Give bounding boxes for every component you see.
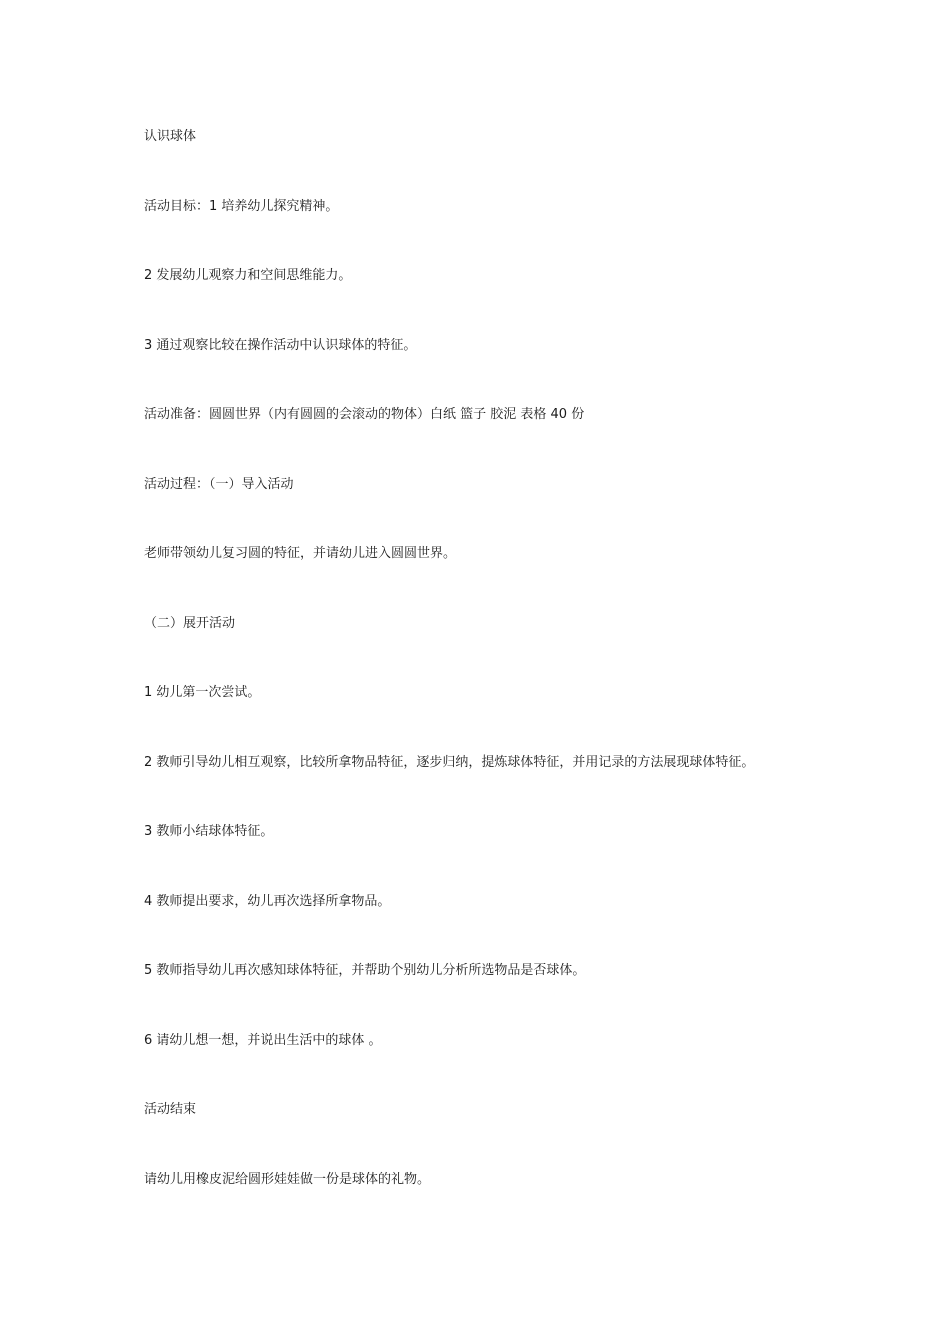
paragraph-step-6: 6 请幼儿想一想，并说出生活中的球体 。 bbox=[144, 1033, 382, 1048]
paragraph-step-3: 3 教师小结球体特征。 bbox=[144, 824, 274, 839]
paragraph-step-2: 2 教师引导幼儿相互观察，比较所拿物品特征，逐步归纳，提炼球体特征，并用记录的方法展现球体特征。 bbox=[144, 755, 755, 770]
paragraph-step-1: 1 幼儿第一次尝试。 bbox=[144, 685, 261, 700]
paragraph-process-intro: 活动过程：（一）导入活动 bbox=[144, 477, 294, 492]
paragraph-preparation: 活动准备：圆圆世界（内有圆圆的会滚动的物体）白纸 篮子 胶泥 表格 40 份 bbox=[144, 407, 585, 422]
document-title: 认识球体 bbox=[144, 129, 197, 144]
paragraph-goal-3: 3 通过观察比较在操作活动中认识球体的特征。 bbox=[144, 338, 417, 353]
section-heading-end: 活动结束 bbox=[144, 1102, 197, 1117]
paragraph-step-5: 5 教师指导幼儿再次感知球体特征，并帮助个别幼儿分析所选物品是否球体。 bbox=[144, 963, 586, 978]
paragraph-closing: 请幼儿用橡皮泥给圆形娃娃做一份是球体的礼物。 bbox=[144, 1172, 431, 1187]
paragraph-goal-2: 2 发展幼儿观察力和空间思维能力。 bbox=[144, 268, 352, 283]
paragraph-goal-1: 活动目标：1 培养幼儿探究精神。 bbox=[144, 199, 339, 214]
paragraph-review: 老师带领幼儿复习圆的特征，并请幼儿进入圆圆世界。 bbox=[144, 546, 457, 561]
paragraph-step-4: 4 教师提出要求，幼儿再次选择所拿物品。 bbox=[144, 894, 391, 909]
section-heading-expand: （二）展开活动 bbox=[144, 616, 236, 631]
